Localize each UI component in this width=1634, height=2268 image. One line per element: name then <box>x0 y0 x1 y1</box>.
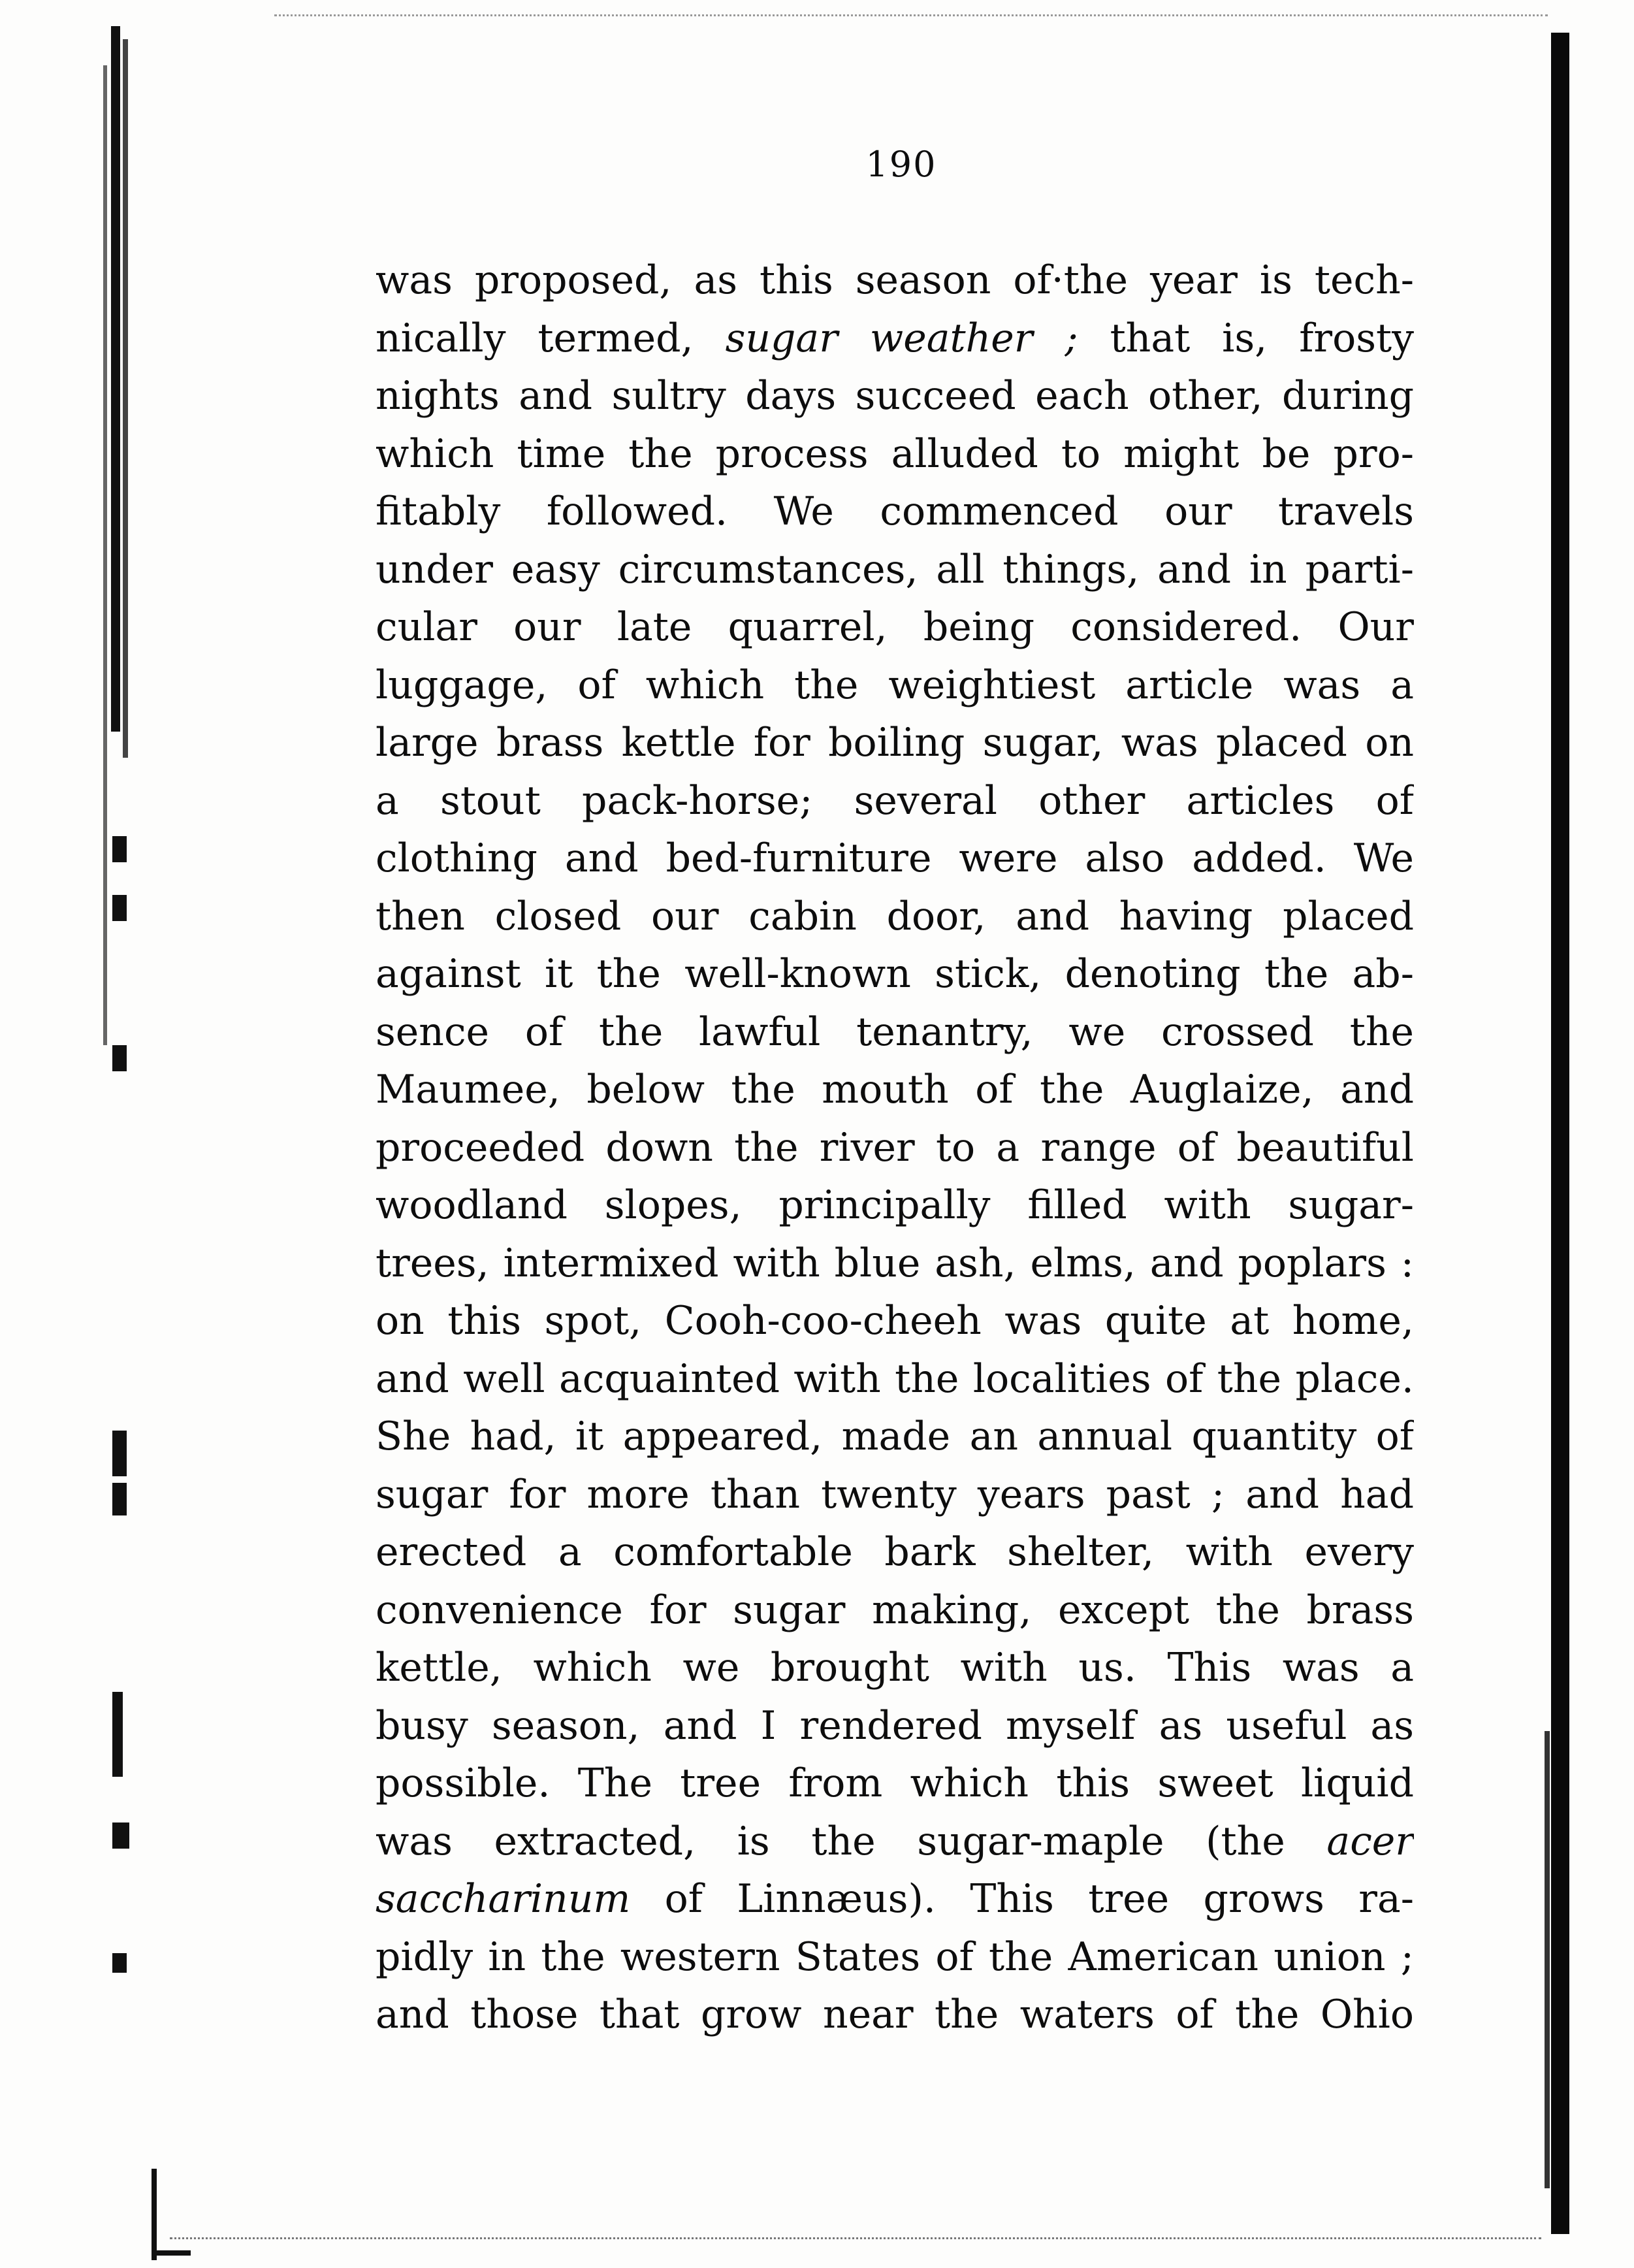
text-run: clothing and bed-furniture were also added. We <box>376 835 1414 881</box>
text-line <box>376 1292 1414 1350</box>
text-run: convenience for sugar making, except the brass <box>376 1587 1414 1633</box>
text-run: kettle, which we brought with us. This was a <box>376 1645 1414 1691</box>
text-run: sugar for more than twenty years past ; and had <box>376 1471 1414 1517</box>
text-line <box>376 656 1414 715</box>
text-run: fitably followed. We commenced our travels <box>376 489 1414 534</box>
text-run: cular our late quarrel, being considered. Our <box>376 604 1414 650</box>
text-run: proceeded down the river to a range of beautiful <box>376 1124 1414 1171</box>
text-line <box>376 1755 1414 1813</box>
text-line <box>376 1119 1414 1177</box>
text-run: was extracted, is the sugar-maple (the <box>376 1818 1327 1864</box>
text-line <box>376 251 1414 310</box>
text-run: trees, intermixed with blue ash, elms, and poplars : <box>376 1240 1414 1286</box>
text-run: nically termed, <box>376 315 726 361</box>
text-run: woodland slopes, principally filled with sugar- <box>376 1182 1414 1228</box>
text-run: against it the well-known stick, denoting the ab- <box>376 951 1414 997</box>
text-line <box>376 1350 1414 1408</box>
scan-bottom-edge <box>170 2237 1541 2242</box>
text-line <box>376 830 1414 888</box>
text-line <box>376 1581 1414 1640</box>
text-line <box>376 1697 1414 1755</box>
text-line <box>376 483 1414 541</box>
text-run: possible. The tree from which this sweet liquid <box>376 1760 1414 1806</box>
scan-top-edge <box>274 14 1548 19</box>
text-run: then closed our cabin door, and having placed <box>376 893 1414 939</box>
text-run: and those that grow near the waters of the Ohio <box>376 1992 1414 2037</box>
italic-text: saccharinum <box>376 1876 631 1922</box>
text-line <box>376 1003 1414 1061</box>
text-run: of Linnæus). This tree grows ra- <box>630 1876 1414 1922</box>
text-line <box>376 1639 1414 1697</box>
body-text <box>376 251 1414 2044</box>
text-line <box>376 1176 1414 1235</box>
text-run: which time the process alluded to might be pro- <box>376 430 1414 477</box>
text-run: pidly in the western States of the American union ; <box>376 1934 1414 1980</box>
text-line <box>376 772 1414 830</box>
italic-text: acer <box>1326 1818 1414 1864</box>
text-run: erected a comfortable bark shelter, with every <box>376 1529 1414 1575</box>
text-line <box>376 1061 1414 1119</box>
scan-right-edge <box>1551 33 1569 2234</box>
text-run: under easy circumstances, all things, and in parti- <box>376 546 1414 592</box>
text-line <box>376 310 1414 368</box>
scan-right-shadow <box>1545 1731 1550 2188</box>
text-line <box>376 888 1414 946</box>
text-line <box>376 1986 1414 2044</box>
text-run: nights and sultry days succeed each other, during <box>376 373 1414 419</box>
italic-text: sugar weather ; <box>725 315 1078 361</box>
text-run: luggage, of which the weightiest article was a <box>376 662 1414 708</box>
text-line <box>376 1408 1414 1466</box>
text-line <box>376 1928 1414 1986</box>
text-line <box>376 945 1414 1003</box>
text-line <box>376 1870 1414 1928</box>
text-line <box>376 1466 1414 1524</box>
text-run: on this spot, Cooh-coo-cheeh was quite at home, <box>376 1298 1414 1344</box>
text-run: sence of the lawful tenantry, we crossed the <box>376 1009 1414 1055</box>
text-line <box>376 1235 1414 1293</box>
text-run: Maumee, below the mouth of the Auglaize, and <box>376 1067 1414 1112</box>
text-run: She had, it appeared, made an annual quantity of <box>376 1414 1414 1459</box>
text-line <box>376 367 1414 425</box>
text-run: busy season, and I rendered myself as useful as <box>376 1702 1414 1749</box>
binding-gutter <box>98 26 176 2241</box>
text-run: large brass kettle for boiling sugar, was placed on <box>376 720 1414 766</box>
page-number: 190 <box>865 144 937 185</box>
text-line <box>376 1813 1414 1871</box>
text-line <box>376 425 1414 483</box>
text-run: a stout pack-horse; several other articles of <box>376 777 1414 824</box>
text-line <box>376 598 1414 656</box>
text-line <box>376 541 1414 599</box>
text-run: and well acquainted with the localities of the place. <box>376 1355 1414 1402</box>
text-line <box>376 714 1414 772</box>
text-run: was proposed, as this season of·the year is tech- <box>376 257 1414 303</box>
text-line <box>376 1523 1414 1581</box>
text-run: that is, frosty <box>1078 315 1414 361</box>
